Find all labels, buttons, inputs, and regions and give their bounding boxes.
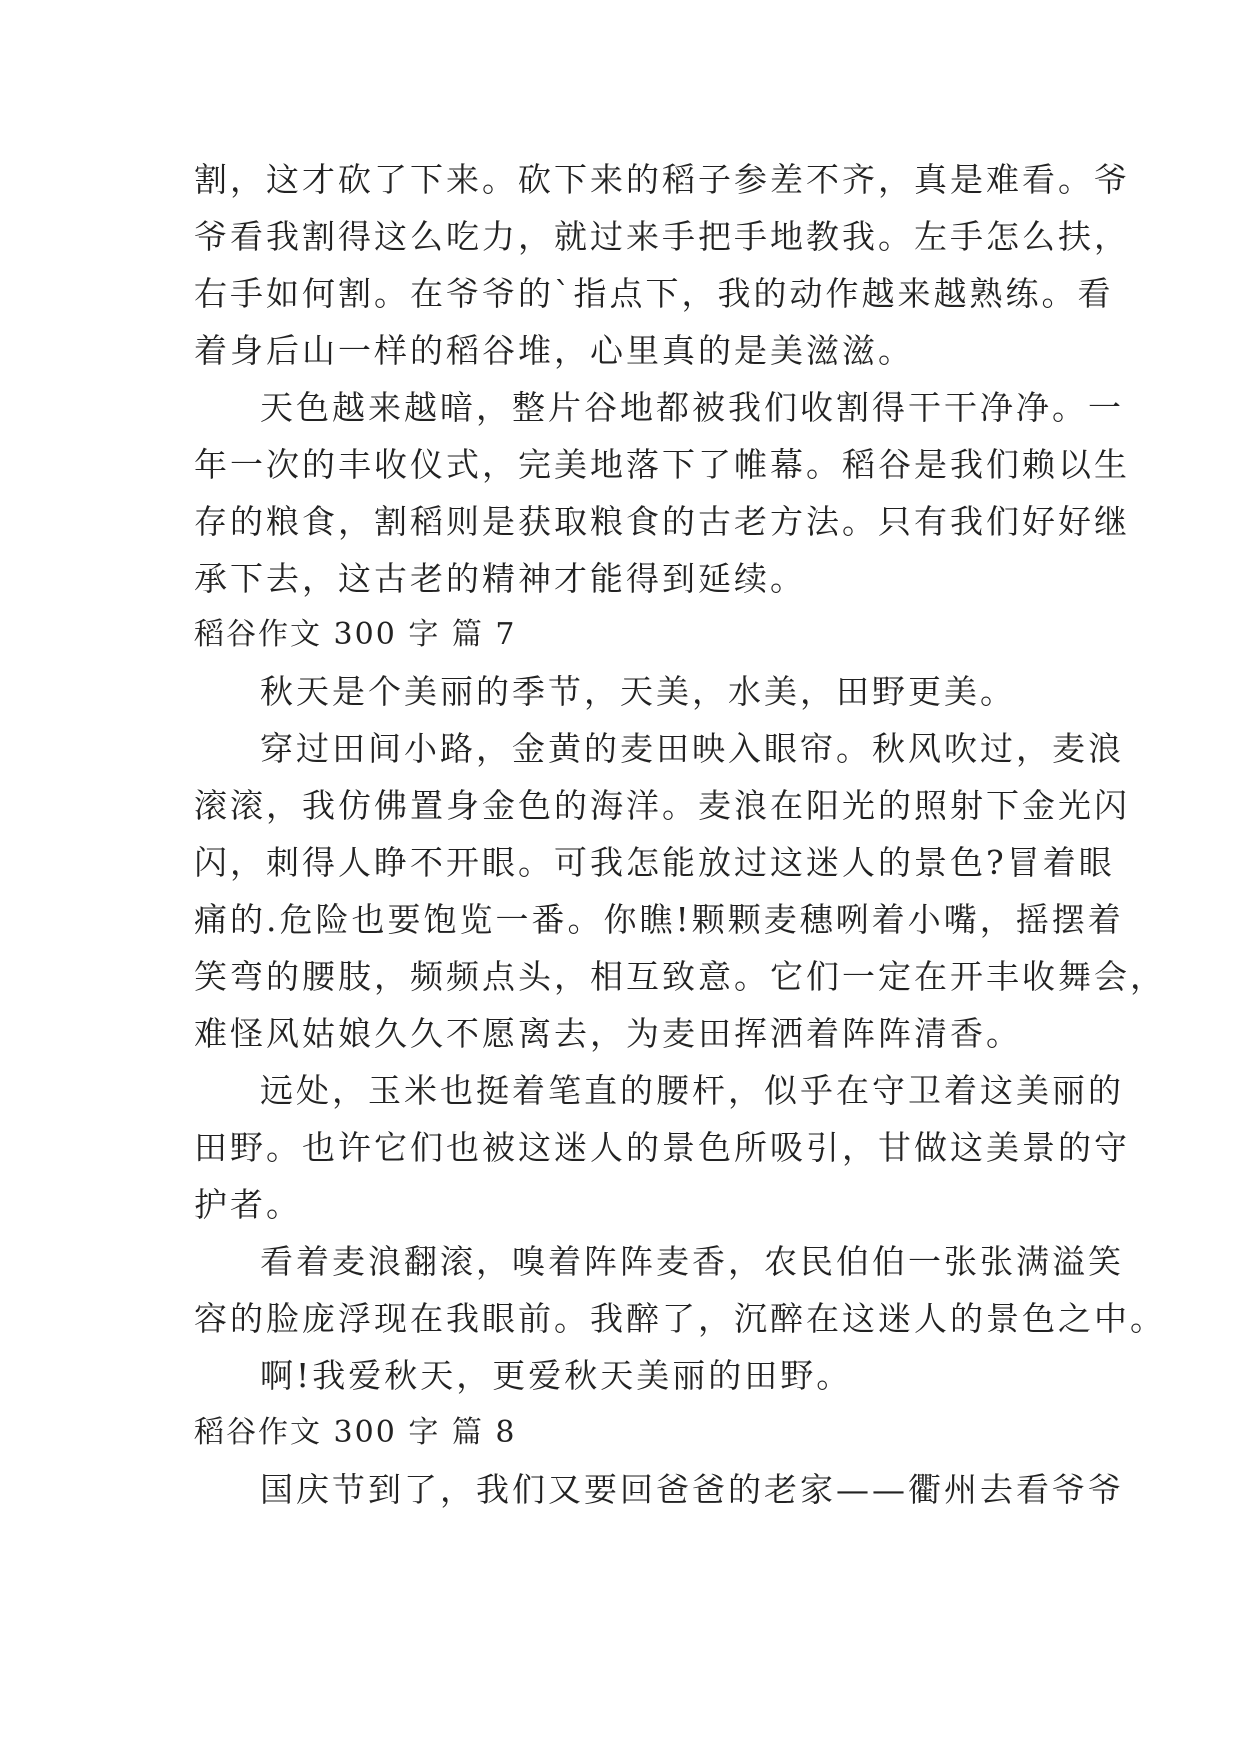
text-line: 笑弯的腰肢，频频点头，相互致意。它们一定在开丰收舞会， (194, 957, 1166, 996)
text-line: 存的粮食，割稻则是获取粮食的古老方法。只有我们好好继 (194, 502, 1130, 541)
text-line: 爷看我割得这么吃力，就过来手把手地教我。左手怎么扶， (194, 217, 1130, 256)
text-line: 啊!我爱秋天，更爱秋天美丽的田野。 (260, 1356, 853, 1395)
text-line: 滚滚，我仿佛置身金色的海洋。麦浪在阳光的照射下金光闪 (194, 786, 1130, 825)
text-line: 割，这才砍了下来。砍下来的稻子参差不齐，真是难看。爷 (194, 160, 1130, 199)
text-line: 秋天是个美丽的季节，天美，水美，田野更美。 (260, 672, 1016, 711)
text-line: 护者。 (194, 1185, 302, 1224)
text-line: 痛的.危险也要饱览一番。你瞧!颗颗麦穗咧着小嘴，摇摆着 (194, 900, 1124, 939)
text-line: 闪，刺得人睁不开眼。可我怎能放过这迷人的景色?冒着眼 (194, 843, 1115, 882)
text-line: 年一次的丰收仪式，完美地落下了帷幕。稻谷是我们赖以生 (194, 445, 1130, 484)
text-line: 穿过田间小路，金黄的麦田映入眼帘。秋风吹过，麦浪 (260, 729, 1124, 768)
text-line: 承下去，这古老的精神才能得到延续。 (194, 559, 806, 598)
text-line: 看着麦浪翻滚，嗅着阵阵麦香，农民伯伯一张张满溢笑 (260, 1242, 1124, 1281)
text-line: 远处，玉米也挺着笔直的腰杆，似乎在守卫着这美丽的 (260, 1071, 1124, 1110)
section-heading: 稻谷作文 300 字 篇 7 (194, 617, 517, 652)
text-line: 右手如何割。在爷爷的`指点下，我的动作越来越熟练。看 (194, 274, 1114, 313)
section-heading: 稻谷作文 300 字 篇 8 (194, 1415, 517, 1450)
text-line: 容的脸庞浮现在我眼前。我醉了，沉醉在这迷人的景色之中。 (194, 1299, 1166, 1338)
text-line: 田野。也许它们也被这迷人的景色所吸引，甘做这美景的守 (194, 1128, 1130, 1167)
text-line: 国庆节到了，我们又要回爸爸的老家——衢州去看爷爷 (260, 1470, 1124, 1509)
text-line: 难怪风姑娘久久不愿离去，为麦田挥洒着阵阵清香。 (194, 1014, 1022, 1053)
text-line: 天色越来越暗，整片谷地都被我们收割得干干净净。一 (260, 388, 1124, 427)
text-line: 着身后山一样的稻谷堆，心里真的是美滋滋。 (194, 331, 914, 370)
